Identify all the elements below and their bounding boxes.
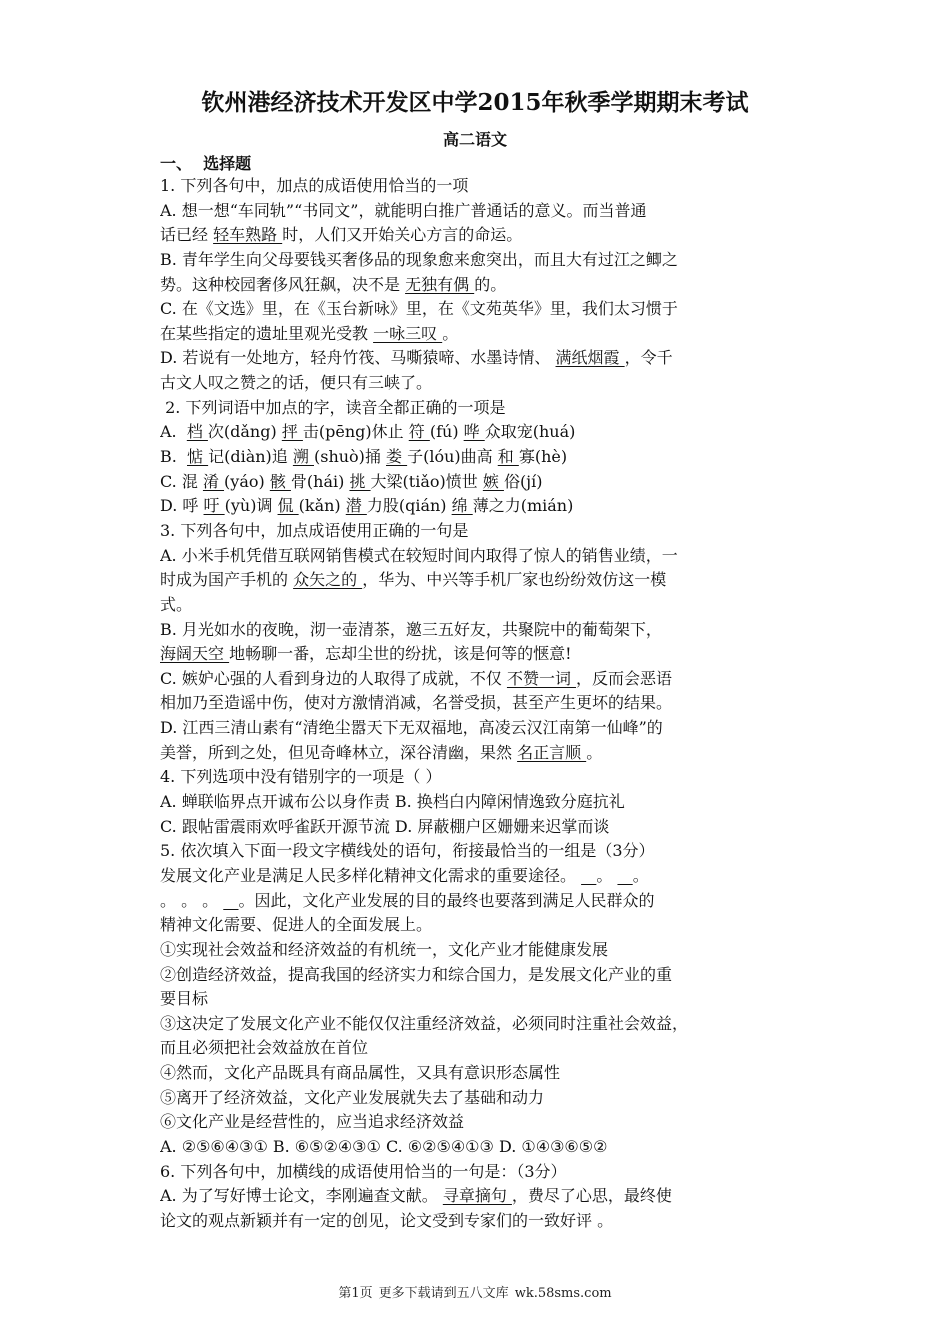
text-segment: 。 。 。 [160,890,224,910]
text-segment: (fú) [429,422,464,442]
text-segment: ，令千 [624,348,673,368]
text-line [160,667,790,692]
text-line [160,889,790,914]
text-line [160,273,790,298]
page-title: 钦州港经济技术开发区中学2015年秋季学期期末考试 [201,89,749,116]
underlined-phrase: 满纸烟霞 [555,348,625,368]
text-segment: (shuò)捅 [313,447,387,467]
text-line [160,297,790,322]
text-line [160,470,790,495]
text-segment: C. 混 [160,471,203,491]
text-segment: A. 为了写好博士论文，李刚遍查文献。 [160,1186,443,1206]
page-footer [0,1282,950,1301]
text-segment: B. 青年学生向父母要钱买奢侈品的现象愈来愈突出，而且大有过江之鲫之 [160,249,678,269]
text-segment: 1. 下列各句中，加点的成语使用恰当的一项 [160,176,469,195]
text-segment: (yù)调 [224,496,278,516]
underlined-phrase: 一咏三叹 [373,323,443,343]
underlined-phrase [223,891,238,910]
text-segment: A. 想一想“车同轨”“书同文”，就能明白推广普通话的意义。而当普通 [160,200,647,220]
text-line [160,568,790,593]
text-segment: 。因此，文化产业发展的目的最终也要落到满足人民群众的 [238,890,655,910]
underlined-phrase: 和 [497,447,519,467]
text-segment: C. 在《文选》里，在《玉台新咏》里，在《文苑英华》里，我们太习惯于 [160,299,678,319]
text-segment: ⑥文化产业是经营性的，应当追求经济效益 [160,1112,465,1132]
underlined-phrase: 淆 [202,471,225,491]
text-segment: 。 [596,865,618,885]
text-line [160,741,790,766]
text-segment: 次(dǎng) [207,422,282,442]
text-line [160,1160,790,1185]
text-line [160,1061,790,1086]
document-body [160,174,790,1234]
text-line [160,1110,790,1135]
underlined-phrase: 轻车熟路 [213,225,283,245]
text-segment: C. 跟帖雷震雨欢呼雀跃开源节流 D. 屏蔽棚户区姗姗来迟掌而谈 [160,816,610,836]
text-segment: ⑤离开了经济效益，文化产业发展就失去了基础和动力 [160,1087,545,1107]
text-line [160,396,790,421]
text-segment: 寡(hè) [518,447,568,467]
text-segment: D. 江西三清山素有“清绝尘嚣天下无双福地，高凌云汉江南第一仙峰”的 [160,718,663,738]
text-segment: C. 嫉妒心强的人看到身边的人取得了成就，不仅 [160,668,507,688]
text-line [160,445,790,470]
text-segment: 相加乃至造谣中伤，使对方激情消减，名誉受损，甚至产生更坏的结果。 [160,693,673,713]
footer-site-link[interactable]: wk.58sms.com [514,1286,612,1301]
underlined-phrase: 挑 [349,471,371,491]
text-segment: 众取宠(huá) [484,422,576,442]
text-segment: ④然而，文化产品既具有商品属性，又具有意识形态属性 [160,1063,561,1083]
text-segment: 古文人叹之赞之的话，便只有三峡了。 [160,373,433,393]
text-line [160,716,790,741]
text-line [160,1012,790,1037]
underlined-phrase: 侃 [277,496,299,516]
text-line [160,1086,790,1111]
text-line [160,371,790,396]
underlined-phrase: 娄 [386,447,408,467]
text-segment: 而且必须把社会效益放在首位 [160,1038,369,1058]
underlined-phrase: 绵 [451,496,473,516]
text-line [160,938,790,963]
text-line [160,593,790,618]
text-segment: 记(diàn)追 [208,447,293,467]
text-line [160,174,790,199]
text-segment: ①实现社会效益和经济效益的有机统一，文化产业才能健康发展 [160,939,609,959]
text-segment: 时，人们又开始关心方言的命运。 [282,225,523,245]
text-segment: D. 呼 [160,496,204,516]
text-segment: 6. 下列各句中，加横线的成语使用恰当的一句是：（3分） [160,1161,567,1181]
text-segment: 俗(jí) [503,471,543,491]
text-segment: 的。 [474,274,507,294]
text-segment: 式。 [160,594,193,614]
text-segment: 2. 下列词语中加点的字，读音全都正确的一项是 [160,397,506,417]
text-line [160,494,790,519]
text-line [160,420,790,445]
page-subtitle: 高二语文 [442,130,507,149]
text-segment: 3. 下列各句中，加点成语使用正确的一句是 [160,520,469,540]
underlined-phrase: 海阔天空 [160,644,230,664]
underlined-phrase: 抨 [281,422,303,442]
underlined-phrase [581,866,596,885]
text-line [160,1184,790,1209]
text-segment: 时成为国产手机的 [160,570,294,590]
underlined-phrase [617,866,632,885]
text-segment: A. [160,422,187,442]
text-line [160,839,790,864]
text-segment: ，反而会恶语 [576,668,673,688]
text-segment: 话已经 [160,225,214,245]
text-line [160,223,790,248]
text-line [160,987,790,1012]
text-segment: 大梁(tiǎo)愤世 [370,471,483,491]
text-segment: 论文的观点新颖并有一定的创见，论文受到专家们的一致好评 。 [160,1210,614,1230]
footer-page-number: 第1页 [338,1286,373,1301]
text-segment: 5. 依次填入下面一段文字横线处的语句，衔接最恰当的一组是（3分） [160,841,655,861]
text-segment: 美誉，所到之处，但见奇峰林立，深谷清幽，果然 [160,742,518,762]
text-line [160,544,790,569]
footer-download-text: 更多下载请到五八文库 [378,1286,509,1301]
text-segment: 。 [632,865,649,885]
text-segment: A. 蝉联临界点开诚布公以身作责 B. 换档白内障闲情逸致分庭抗礼 [160,792,625,812]
underlined-phrase: 名正言顺 [517,742,587,762]
text-line [160,519,790,544]
text-segment: ，费尽了心思，最终使 [511,1186,672,1206]
underlined-phrase: 哗 [463,422,485,442]
section-heading: 一、 选择题 [160,154,252,173]
text-line [160,199,790,224]
text-segment: 发展文化产业是满足人民多样化精神文化需求的重要途径。 [160,865,582,885]
text-segment: B. 月光如水的夜晚，沏一壶清茶，邀三五好友，共聚院中的葡萄架下， [160,619,662,639]
text-line [160,346,790,371]
underlined-phrase: 众矢之的 [293,570,363,590]
text-segment: ②创造经济效益，提高我国的经济实力和综合国力，是发展文化产业的重 [160,964,673,984]
text-segment: 地畅聊一番，忘却尘世的纷扰，该是何等的惬意! [229,644,572,664]
underlined-phrase: 吁 [203,496,225,516]
text-line [160,815,790,840]
text-line [160,1209,790,1234]
text-segment: 击(pēng)休止 [302,422,409,442]
underlined-phrase: 寻章摘句 [442,1186,512,1206]
text-segment: A. 小米手机凭借互联网销售模式在较短时间内取得了惊人的销售业绩，一 [160,545,678,565]
text-line [160,1135,790,1160]
text-segment: 。 [442,323,459,343]
underlined-phrase: 潜 [345,496,367,516]
text-segment: D. 若说有一处地方，轻舟竹筏、马嘶猿啼、水墨诗情、 [160,348,556,368]
underlined-phrase: 无独有偶 [405,274,475,294]
text-segment: (kǎn) [298,496,346,516]
text-segment: 在某些指定的遗址里观光受教 [160,323,374,343]
text-line [160,642,790,667]
text-segment: A. ②⑤⑥④③① B. ⑥⑤②④③① C. ⑥②⑤④①③ D. ①④③⑥⑤② [160,1136,608,1156]
underlined-phrase: 档 [186,422,208,442]
text-segment: ③这决定了发展文化产业不能仅仅注重经济效益，必须同时注重社会效益， [160,1013,689,1033]
text-segment: 。 [586,742,603,762]
text-line [160,864,790,889]
underlined-phrase: 不赞一词 [506,668,577,688]
text-line [160,618,790,643]
text-segment: ，华为、中兴等手机厂家也纷纷效仿这一模 [362,570,667,590]
text-segment: 要目标 [160,989,209,1009]
text-segment: 子(lóu)曲高 [407,447,498,467]
text-line [160,913,790,938]
underlined-phrase: 骸 [269,471,291,491]
text-line [160,248,790,273]
text-segment: B. [160,447,188,467]
text-segment: (yáo) [224,471,270,491]
underlined-phrase: 符 [408,422,430,442]
text-segment: 薄之力(mián) [472,496,574,516]
text-segment: 骨(hái) [290,471,350,491]
text-line [160,1036,790,1061]
text-segment: 势。这种校园奢侈风狂飙，决不是 [160,274,406,294]
text-line [160,322,790,347]
text-line [160,963,790,988]
text-segment: 力股(qián) [366,496,452,516]
text-line [160,691,790,716]
text-segment: 4. 下列选项中没有错别字的一项是（ ） [160,767,442,787]
text-line [160,765,790,790]
text-line [160,790,790,815]
underlined-phrase: 嫉 [482,471,504,491]
text-segment: 精神文化需要、促进人的全面发展上。 [160,915,433,935]
underlined-phrase: 溯 [292,447,314,467]
underlined-phrase: 惦 [187,447,209,467]
